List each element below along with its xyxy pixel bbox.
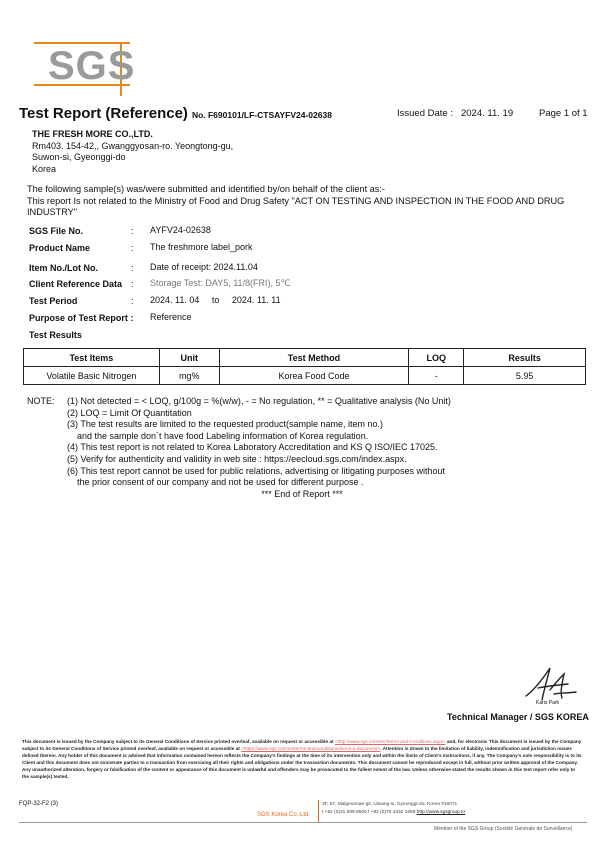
table-row — [24, 367, 586, 385]
table-cell: - — [409, 367, 464, 385]
info-value-test-period: 2024. 11. 04 to 2024. 11. 11 — [150, 295, 281, 305]
note-3b: and the sample don`t have food Labeling information of Korea regulation. — [77, 430, 369, 441]
footer-address-line-1: 3F, 67, Malgeunnae-gil, Uiwang-si, Gyeonggi-do, Korea #16071 — [322, 802, 458, 807]
info-label-product: Product Name — [29, 243, 91, 253]
info-value-product: The freshmore label_pork — [150, 242, 253, 252]
info-value-file-no: AYFV24-02638 — [150, 225, 211, 235]
table-cell: Volatile Basic Nitrogen — [24, 367, 160, 385]
signature-image — [520, 660, 580, 705]
info-label-item-no: Item No./Lot No. — [29, 263, 98, 273]
info-colon: : — [131, 263, 134, 273]
report-number: No. F690101/LF-CTSAYFV24-02638 — [191, 110, 332, 120]
note-6b: the prior consent of our company and not be used for different purpose . — [77, 477, 364, 488]
issued-label: Issued Date : — [397, 108, 453, 119]
footer-address-line-2 — [322, 809, 465, 817]
note-3a: (3) The test results are limited to the requested product(sample name, item no.) — [67, 419, 383, 430]
address-line-2: Suwon-si, Gyeonggi-do — [32, 152, 126, 162]
table-header: Test Method — [219, 349, 409, 367]
page-indicator: Page 1 of 1 — [539, 108, 588, 119]
sgs-logo — [34, 42, 136, 96]
footer-phone: t +82 (0)31 689 8600 f +82 (0)70 4332 1659 — [322, 809, 416, 815]
intro-line-2: This report Is not related to the Ministry of Food and Drug Safety "ACT ON TESTING AND INSPECTION IN THE FOOD AND DRUG INDUSTRY" — [27, 195, 565, 217]
info-colon: : — [131, 243, 134, 253]
issued-value: 2024. 11. 19 — [460, 108, 514, 119]
notes-label: NOTE: — [27, 396, 55, 406]
footer-rule — [19, 822, 587, 823]
table-header: LOQ — [409, 349, 464, 367]
table-header: Test Items — [24, 349, 160, 367]
logo-text: SGS — [48, 44, 136, 88]
info-value-purpose: Reference — [150, 312, 192, 322]
address-line-3: Korea — [32, 163, 57, 174]
table-cell: Korea Food Code — [219, 367, 409, 385]
footer-web-link[interactable]: http://www.sgsgroup.kr — [416, 809, 466, 815]
info-label-test-period: Test Period — [29, 296, 78, 306]
address-line-1: Rm403. 154-42,, Gwanggyosan-ro. Yeongtong-gu, — [32, 140, 234, 151]
info-colon: : — [131, 296, 134, 306]
table-cell: mg% — [159, 367, 219, 385]
client-address — [32, 129, 233, 175]
title-text: Test Report (Reference) — [19, 105, 188, 122]
info-value-item-no: Date of receipt: 2024.11.04 — [150, 262, 258, 272]
results-table — [23, 348, 586, 385]
disclaimer-p2: and, for electronic This document is issued by the Company subject to its General Conditions of Service printed overleaf, available on request or accessible at — [22, 739, 582, 751]
end-of-report: *** End of Report *** — [261, 488, 343, 499]
table-header: Results — [464, 349, 586, 367]
terms-link-1[interactable]: <http://www.sgs.com/en/Terms-and-Conditions.aspx> — [334, 739, 446, 744]
disclaimer — [22, 738, 582, 780]
info-label-purpose: Purpose of Test Report : — [29, 313, 134, 323]
info-label-client-ref: Client Reference Data — [29, 279, 123, 289]
client-name: THE FRESH MORE CO.,LTD. — [32, 129, 153, 139]
intro-line-1: The following sample(s) was/were submitted and identified by/on behalf of the client as:- — [27, 184, 385, 194]
note-5: (5) Verify for authenticity and validity in web site : https://eecloud.sgs.com/index.aspx. — [67, 453, 407, 464]
notes-body — [67, 396, 537, 500]
intro-text — [27, 184, 587, 219]
note-6a: (6) This test report cannot be used for public relations, advertising or litigating purposes without — [67, 465, 446, 476]
signatory-title: Technical Manager / SGS KOREA — [447, 712, 589, 722]
issued-date — [397, 108, 513, 119]
note-4: (4) This test report is not related to Korea Laboratory Accreditation and KS Q ISO/IEC 17025. — [67, 442, 438, 453]
disclaimer-p3: . Attention is drawn to the limitation of liability, indemnification and jurisdiction issues defined therein. Any holder of this document is advised that information contained hereon reflects the Company's findings at the time of its intervention only and within the limits of Client's instructions, if any. The Company's sole responsibility is to its Client and this document does not exonerate parties to a transaction from exercising all their rights and obligations under the transaction documents. This document cannot be reproduced except in full, without prior written approval of the Company. Any unauthorized alteration, forgery or falsification of the content or appearance of this document is unlawful and offenders may be prosecuted to the fullest extent of the law. Unless otherwise stated the results shown in this test report refer only to the sample(s) tested. — [22, 746, 582, 779]
info-colon: : — [131, 279, 134, 289]
table-header-row — [24, 349, 586, 367]
footer-company: SGS Korea Co.,Ltd. — [257, 812, 311, 818]
table-cell: 5.95 — [464, 367, 586, 385]
footer-divider — [318, 800, 319, 822]
info-label-file-no: SGS File No. — [29, 226, 84, 236]
note-1: (1) Not detected = < LOQ, g/100g = %(w/w), - = No regulation, ** = Qualitative analysis (No Unit) — [67, 396, 451, 406]
form-code: FQP-32-F2 (3) — [19, 801, 59, 807]
footer-address — [322, 801, 465, 816]
info-value-client-ref: Storage Test: DAY5, 11/8(FRI), 5℃ — [150, 278, 291, 288]
info-colon: : — [131, 226, 134, 236]
signatory-name: Karis Park — [536, 700, 560, 706]
test-results-heading: Test Results — [29, 330, 82, 340]
disclaimer-p1: This document is issued by the Company subject to its General Conditions of Service printed overleaf, available on request or accessible at — [22, 739, 335, 744]
note-2: (2) LOQ = Limit Of Quantitation — [67, 407, 192, 418]
terms-link-2[interactable]: <https://www.sgs.com/en/terms-and-conditions/terms-e-document> — [241, 746, 381, 751]
footer-member: Member of the SGS Group (Société Générale de Surveillance) — [434, 826, 573, 832]
table-header: Unit — [159, 349, 219, 367]
report-title — [19, 105, 332, 122]
